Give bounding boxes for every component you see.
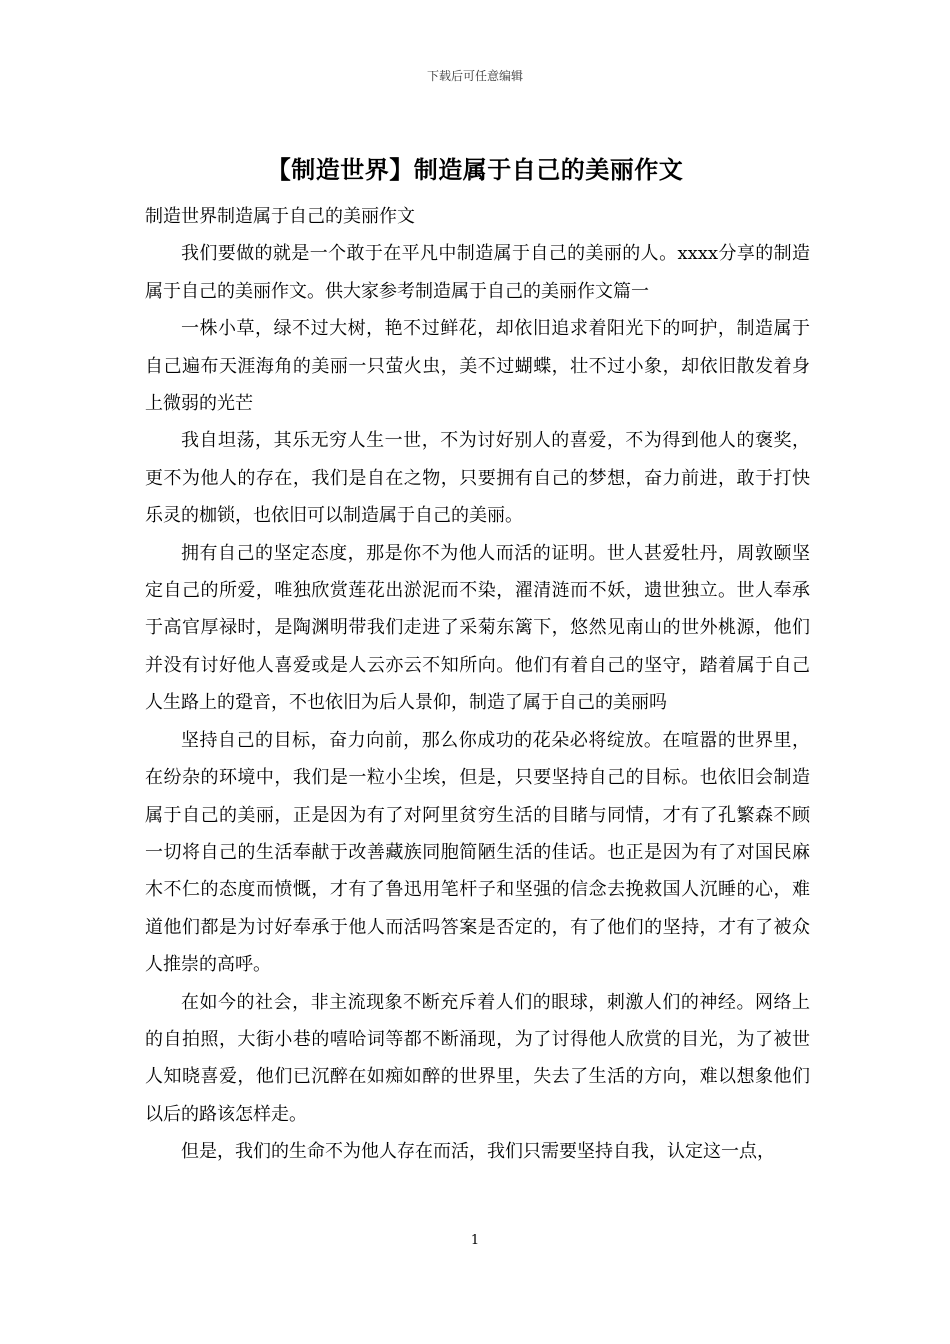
page-number: 1 [470, 1233, 480, 1248]
paragraph: 在如今的社会，非主流现象不断充斥着人们的眼球，刺激人们的神经。网络上的自拍照，大街小巷的嘻哈词等都不断涌现，为了讨得他人欣赏的目光，为了被世人知晓喜爱，他们已沉醉在如痴如醉的世界里，失去了生活的方向，难以想象他们以后的路该怎样走。 [145, 991, 810, 1125]
paragraph: 但是，我们的生命不为他人存在而活，我们只需要坚持自我，认定这一点， [181, 1141, 775, 1163]
document-body [145, 198, 810, 1171]
paragraph: 拥有自己的坚定态度，那是你不为他人而活的证明。世人甚爱牡丹，周敦颐坚定自己的所爱，唯独欣赏莲花出淤泥而不染，濯清涟而不妖，遗世独立。世人奉承于高官厚禄时，是陶渊明带我们走进了采菊东篱下，悠然见南山的世外桃源，他们并没有讨好他人喜爱或是人云亦云不知所向。他们有着自己的坚守，踏着属于自己人生路上的跫音，不也依旧为后人景仰，制造了属于自己的美丽吗 [145, 542, 810, 714]
document-title: 【制造世界】制造属于自己的美丽作文 [266, 155, 684, 184]
paragraph: 我自坦荡，其乐无穷人生一世，不为讨好别人的喜爱，不为得到他人的褒奖，更不为他人的存在，我们是自在之物，只要拥有自己的梦想，奋力前进，敢于打快乐灵的枷锁，也依旧可以制造属于自己的美丽。 [145, 430, 810, 527]
paragraph: 我们要做的就是一个敢于在平凡中制造属于自己的美丽的人。xxxx分享的制造属于自己的美丽作文。供大家参考制造属于自己的美丽作文篇一 [145, 243, 810, 302]
paragraph: 坚持自己的目标，奋力向前，那么你成功的花朵必将绽放。在喧嚣的世界里，在纷杂的环境中，我们是一粒小尘埃，但是，只要坚持自己的目标。也依旧会制造属于自己的美丽，正是因为有了对阿里贫穷生活的目睹与同情，才有了孔繁森不顾一切将自己的生活奉献于改善藏族同胞简陋生活的佳话。也正是因为有了对国民麻木不仁的态度而愤慨，才有了鲁迅用笔杆子和坚强的信念去挽救国人沉睡的心，难道他们都是为讨好奉承于他人而活吗答案是否定的，有了他们的坚持，才有了被众人推崇的高呼。 [145, 729, 810, 976]
paragraph: 一株小草，绿不过大树，艳不过鲜花，却依旧追求着阳光下的呵护，制造属于自己遍布天涯海角的美丽一只萤火虫，美不过蝴蝶，壮不过小象，却依旧散发着身上微弱的光芒 [145, 318, 810, 415]
header-note: 下载后可任意编辑 [426, 69, 523, 83]
document-subtitle: 制造世界制造属于自己的美丽作文 [145, 206, 415, 227]
